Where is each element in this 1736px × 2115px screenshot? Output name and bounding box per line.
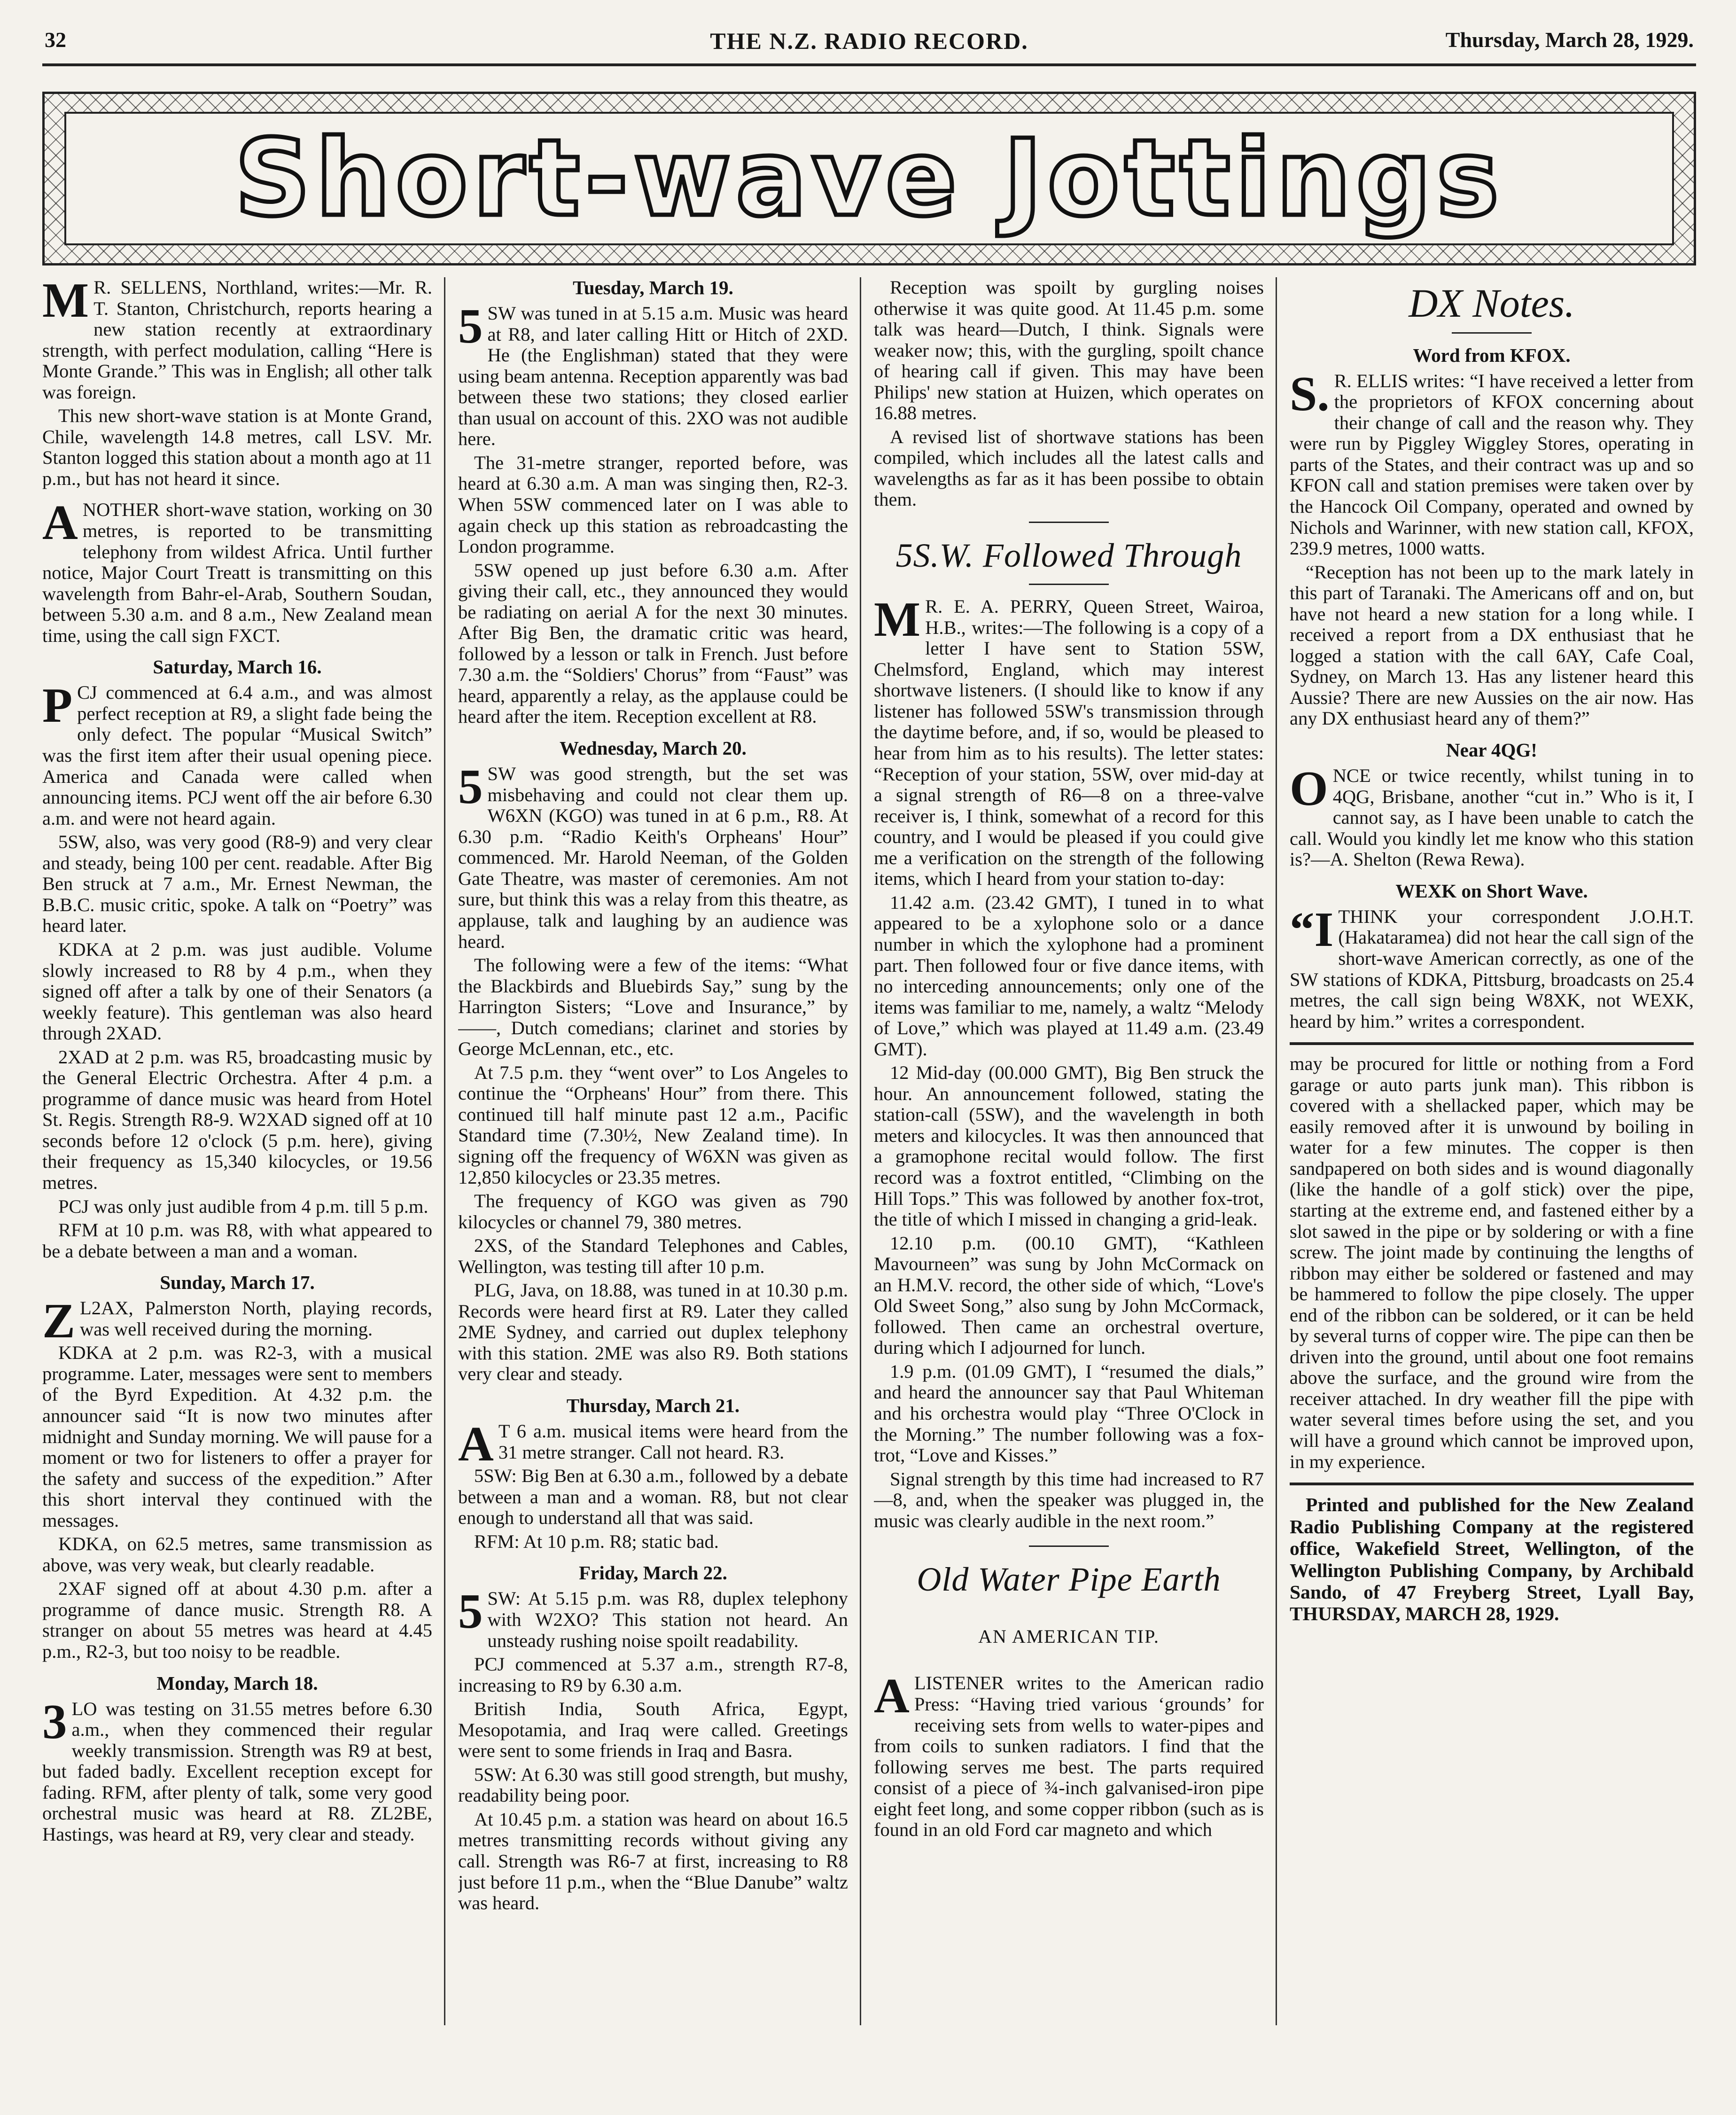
column-1 xyxy=(42,277,432,2025)
article-paragraph: 3LO was testing on 31.55 metres before 6.30 a.m., when they commenced their regular weekly transmission. Strength was R9 at best, but faded badly. Excellent reception except for fading. RFM, after plenty of talk, some very good orchestral music was heard at R8. ZL2BE, Hastings, was heard at R9, very clear and steady. xyxy=(42,1694,432,1845)
article-paragraph: 1.9 p.m. (01.09 GMT), I “resumed the dials,” and heard the announcer say that Paul Whiteman and his orchestra would play “Three O'Clock in the Morning.” The number following was a fox-trot, “Love and Kisses.” xyxy=(874,1360,1264,1466)
article-paragraph: 11.42 a.m. (23.42 GMT), I tuned in to what appeared to be a xylophone solo or a dance number in which the xylophone had a prominent part. Then followed four or five dance items, with no interceding announcements; only one of the items was familiar to me, namely, a waltz “Melody of Love,” which was played at 11.49 a.m. (23.49 GMT). xyxy=(874,891,1264,1060)
article-paragraph: KDKA at 2 p.m. was R2-3, with a musical programme. Later, messages were sent to members of the Byrd Expedition. At 4.32 p.m. the announcer said “It is now two minutes after midnight and Sunday morning. We will pause for a moment or two for listeners to offer a prayer for the safety and success of the expedition.” After this short interval they continued with the messages. xyxy=(42,1342,432,1531)
article-paragraph: 5SW: At 6.30 was still good strength, but mushy, readability being poor. xyxy=(458,1764,848,1806)
article-paragraph: ZL2AX, Palmerston North, playing records, was well received during the morning. xyxy=(42,1293,432,1349)
article-headline: Old Water Pipe Earth xyxy=(917,1561,1221,1599)
article-paragraph: The frequency of KGO was given as 790 kilocycles or channel 79, 380 metres. xyxy=(458,1190,848,1233)
article-paragraph: Signal strength by this time had increased to R7—8, and, when the speaker was plugged in, the music was clearly audible in the next room.” xyxy=(874,1468,1264,1531)
article-paragraph: PLG, Java, on 18.88, was tuned in at 10.30 p.m. Records were heard first at R9. Later they called 2ME Sydney, and carried out duplex telephony with this station. 2ME was also R9. Both stations very clear and steady. xyxy=(458,1280,848,1385)
article-paragraph: ANOTHER short-wave station, working on 30 metres, is reported to be transmitting telephony from wildest Africa. Until further notice, Major Court Treatt is transmitting on this wavelength from Bahr-el-Arab, Southern Soudan, between 5.30 a.m. and 8 a.m., New Zealand mean time, using the call sign FXCT. xyxy=(42,495,432,646)
article-paragraph: 5SW: Big Ben at 6.30 a.m., followed by a debate between a man and a woman. R8, but not clear enough to understand all that was said. xyxy=(458,1465,848,1529)
article-paragraph: At 7.5 p.m. they “went over” to Los Angeles to continue the “Orpheans' Hour” from there. This continued till half minute past 12 a.m., Pacific Standard time (7.30½, New Zealand time). In signing off the frequency of W6XN was given as 12,850 kilocycles or 23.35 metres. xyxy=(458,1061,848,1188)
section-heading: Saturday, March 16. xyxy=(153,656,322,678)
section-heading: Wednesday, March 20. xyxy=(560,737,747,759)
article-paragraph: ONCE or twice recently, whilst tuning in to 4QG, Brisbane, another “cut in.” Who is it, I cannot say, as I have been unable to catch the call. Would you kindly let me know who this station is?—A. Shelton (Rewa Rewa). xyxy=(1290,761,1694,870)
article-paragraph: 2XS, of the Standard Telephones and Cables, Wellington, was testing till after 10 p.m. xyxy=(458,1235,848,1277)
section-heading: Thursday, March 21. xyxy=(566,1394,740,1416)
article-paragraph: 5SW was good strength, but the set was misbehaving and could not clear them up. W6XN (KGO) was tuned in at 6 p.m., R8. At 6.30 p.m. “Radio Keith's Orpheans' Hour” commenced. Mr. Harold Neeman, of the Golden Gate Theatre, was master of ceremonies. Am not sure, but think this was a relay from this theatre, as applause, talk and laughing by an audience was heard. xyxy=(458,759,848,952)
section-heading: Friday, March 22. xyxy=(579,1562,727,1584)
article-paragraph: The following were a few of the items: “What the Blackbirds and Bluebirds Say,” sung by the Harrington Sisters; “Love and Insurance,” by ——, Dutch comedians; clarinet and stories by George McLennan, etc., etc. xyxy=(458,954,848,1060)
article-paragraph: 12 Mid-day (00.000 GMT), Big Ben struck the hour. An announcement followed, stating the station-call (5SW), and the wavelength in both meters and kilocycles. It was then announced that a gramophone recital would follow. The first record was a foxtrot entitled, “Climbing on the Hill Tops.” This was followed by another fox-trot, the title of which I missed in changing a grid-leak. xyxy=(874,1062,1264,1230)
article-paragraph: PCJ commenced at 6.4 a.m., and was almost perfect reception at R9, a slight fade being the only defect. The popular “Musical Switch” was the first item after their usual opening piece. America and Canada were called when announcing items. PCJ went off the air before 6.30 a.m. and were not heard again. xyxy=(42,678,432,829)
article-headline: 5S.W. Followed Through xyxy=(895,537,1242,575)
section-heading: Word from KFOX. xyxy=(1413,344,1571,366)
title-banner xyxy=(42,92,1696,265)
column-4 xyxy=(1290,277,1694,2025)
column-divider xyxy=(444,277,445,2025)
article-paragraph: A revised list of shortwave stations has been compiled, which includes all the latest calls and wavelengths as far as it has been possibe to obtain them. xyxy=(874,426,1264,510)
article-paragraph: 12.10 p.m. (00.10 GMT), “Kathleen Mavourneen” was sung by John McCormack on an H.M.V. record, the other side of which, “Love's Old Sweet Song,” also sung by John McCormack, followed. Then came an orchestral overture, during which I adjourned for lunch. xyxy=(874,1232,1264,1358)
article-paragraph: RFM at 10 p.m. was R8, with what appeared to be a debate between a man and a woman. xyxy=(42,1219,432,1262)
section-rule xyxy=(1029,522,1109,523)
article-paragraph: KDKA at 2 p.m. was just audible. Volume slowly increased to R8 by 4 p.m., when they signed off after a talk by one of their Senators (a weekly feature). This gentleman was also heard through 2XAD. xyxy=(42,938,432,1044)
continuation-rule xyxy=(1290,1042,1694,1045)
column-divider xyxy=(1276,277,1277,2025)
article-paragraph: This new short-wave station is at Monte Grand, Chile, wavelength 14.8 metres, call LSV. Mr. Stanton logged this station about a month ago at 11 p.m., but has not heard it since. xyxy=(42,405,432,489)
article-paragraph: S.R. ELLIS writes: “I have received a letter from the proprietors of KFOX concerning about their change of call and the reason why. They were run by Piggley Wiggley Stores, operating in parts of the States, and their contract was up and so KFON call and station premises were taken over by the Hancock Oil Company, operated and owned by Nichols and Warinner, with new station call, KFOX, 239.9 metres, 1000 watts. xyxy=(1290,366,1694,559)
article-paragraph: 5SW, also, was very good (R8-9) and very clear and steady, being 100 per cent. readable. After Big Ben struck at 7 a.m., Mr. Ernest Newman, the B.B.C. music critic, spoke. A talk on “Poetry” was heard later. xyxy=(42,831,432,937)
publisher-imprint: Printed and published for the New Zealand Radio Publishing Company at the registered office, Wakefield Street, Wellington, of the Wellington Publishing Company, by Archibald Sando, of 47 Freyberg Street, Lyall Bay, THURSDAY, MARCH 28, 1929. xyxy=(1290,1494,1694,1625)
article-paragraph: Reception was spoilt by gurgling noises otherwise it was quite good. At 11.45 p.m. some talk was heard—Dutch, I think. Signals were weaker now; this, with the gurgling, spoilt chance of hearing call if given. This may have been Philips' new station at Huizen, which operates on 16.88 metres. xyxy=(874,277,1264,424)
article-paragraph: 2XAD at 2 p.m. was R5, broadcasting music by the General Electric Orchestra. After 4 p.m. a programme of dance music was heard from Hotel St. Regis. Strength R8-9. W2XAD signed off at 10 seconds before 12 o'clock (5 p.m. here), giving their frequency as 15,340 kilocycles, or 19.56 metres. xyxy=(42,1046,432,1193)
article-kicker: AN AMERICAN TIP. xyxy=(978,1626,1160,1647)
article-paragraph: RFM: At 10 p.m. R8; static bad. xyxy=(474,1530,719,1552)
section-headline: DX Notes. xyxy=(1409,281,1575,326)
article-paragraph: AT 6 a.m. musical items were heard from the 31 metre stranger. Call not heard. R3. xyxy=(458,1416,848,1472)
article-paragraph: ALISTENER writes to the American radio Press: “Having tried various ‘grounds’ for receiving sets from wells to water-pipes and from coils to sunken radiators. I find that the following serves me best. The parts required consist of a piece of ¾-inch galvanised-iron pipe eight feet long, and some copper ribbon (such as is found in an old Ford car magneto and which xyxy=(874,1668,1264,1841)
masthead: THE N.Z. RADIO RECORD. xyxy=(710,28,1028,54)
page-title: Short-wave Jottings xyxy=(234,117,1504,240)
article-paragraph: may be procured for little or nothing from a Ford garage or auto parts junk man). This ribbon is covered with a shellacked paper, which may be easily removed after it is unwound by boiling in water for a few minutes. The copper is then sandpapered on both sides and is wound diagonally (like the handle of a golf stick) over the pipe, starting at the extreme end, and fastened either by a slot sawed in the pipe or by soldering or with a fine screw. The joint made by continuing the lengths of ribbon may either be soldered or fastened and may be hammered to follow the pipe closely. The upper end of the ribbon can be soldered, or it can be held by several turns of copper wire. The pipe can then be driven into the ground, until about one foot remains above the surface, and the ground wire from the receiver attached. In dry weather fill the pipe with water several times before using the set, and you will have a ground which cannot be improved upon, in my experience. xyxy=(1290,1053,1694,1472)
article-paragraph: British India, South Africa, Egypt, Mesopotamia, and Iraq were called. Greetings were sent to some friends in Iraq and Basra. xyxy=(458,1698,848,1762)
header-rule xyxy=(42,63,1696,66)
column-divider xyxy=(860,277,861,2025)
article-paragraph: KDKA, on 62.5 metres, same transmission as above, was very weak, but clearly readable. xyxy=(42,1533,432,1576)
column-3 xyxy=(874,277,1264,2025)
section-heading: Near 4QG! xyxy=(1446,739,1537,761)
section-heading: Tuesday, March 19. xyxy=(573,277,733,298)
article-paragraph: The 31-metre stranger, reported before, was heard at 6.30 a.m. A man was singing then, R2-3. When 5SW commenced later on I was able to again check up this station as rebroadcasting the London programme. xyxy=(458,452,848,557)
article-paragraph: 2XAF signed off at about 4.30 p.m. after a programme of dance music. Strength R8. A stranger on about 55 metres was heard at 4.45 p.m., R2-3, but too noisy to be readble. xyxy=(42,1578,432,1662)
column-2 xyxy=(458,277,848,2025)
article-paragraph: MR. SELLENS, Northland, writes:—Mr. R. T. Stanton, Christchurch, reports hearing a new station recently at extraordinary strength, with perfect modulation, calling “Here is Monte Grande.” This was in English; all other talk was foreign. xyxy=(42,277,432,403)
article-paragraph: “ITHINK your correspondent J.O.H.T. (Hakataramea) did not hear the call sign of the short-wave American correctly, as one of the SW stations of KDKA, Pittsburg, broadcasts on 25.4 metres, the call sign being W8XK, not WEXK, heard by him.” writes a correspondent. xyxy=(1290,901,1694,1032)
article-paragraph: “Reception has not been up to the mark lately in this part of Taranaki. The Americans off and on, but have not heard a new station for a long while. I received a report from a DX enthusiast that he logged a station with the call 6AY, Cafe Coal, Sydney, on March 13. Has any listener heard this Aussie? There are new Aussies on the air now. Has any DX enthusiast heard any of them?” xyxy=(1290,561,1694,729)
article-paragraph: 5SW opened up just before 6.30 a.m. After giving their call, etc., they announced they would be radiating on aerial A for the next 30 minutes. After Big Ben, the dramatic critic was heard, followed by a lesson or talk in French. Just before 7.30 a.m. the “Soldiers' Chorus” from “Faust” was heard, apparently a relay, as the applause could be heard after the item. Reception excellent at R8. xyxy=(458,559,848,727)
issue-date: Thursday, March 28, 1929. xyxy=(1445,28,1694,52)
section-rule xyxy=(1029,584,1109,585)
article-paragraph: At 10.45 p.m. a station was heard on about 16.5 metres transmitting records without giving any call. Strength was R6-7 at first, increasing to R8 just before 11 p.m., when the “Blue Danube” waltz was heard. xyxy=(458,1808,848,1914)
section-rule xyxy=(1452,332,1532,334)
section-heading: Sunday, March 17. xyxy=(160,1272,315,1294)
article-paragraph: PCJ was only just audible from 4 p.m. till 5 p.m. xyxy=(58,1195,428,1217)
article-paragraph: MR. E. A. PERRY, Queen Street, Wairoa, H.B., writes:—The following is a copy of a letter I have sent to Station 5SW, Chelmsford, England, which may interest shortwave listeners. (I should like to know if any listener has followed 5SW's transmission through the daytime before, and, if so, would be pleased to hear from him as to his results). The letter states: “Reception of your station, 5SW, over mid-day at a signal strength of R6—8 on a three-valve receiver is, I think, somewhat of a record for this country, and I would be pleased if you could give me a verification on the strength of the following items, which I heard from your station to-day: xyxy=(874,592,1264,890)
imprint-rule xyxy=(1290,1483,1694,1485)
article-paragraph: PCJ commenced at 5.37 a.m., strength R7-8, increasing to R9 by 6.30 a.m. xyxy=(458,1654,848,1696)
section-rule xyxy=(1029,1545,1109,1547)
page-number: 32 xyxy=(45,28,66,52)
section-heading: Monday, March 18. xyxy=(156,1672,318,1694)
running-head xyxy=(45,23,1694,60)
article-paragraph: 5SW: At 5.15 p.m. was R8, duplex telephony with W2XO? This station not heard. An unsteady rushing noise spoilt readability. xyxy=(458,1584,848,1651)
banner-panel xyxy=(64,112,1674,245)
section-heading: WEXK on Short Wave. xyxy=(1395,880,1588,902)
article-paragraph: 5SW was tuned in at 5.15 a.m. Music was heard at R8, and later calling Hitt or Hitch of 2XD. He (the Englishman) stated that they were using beam antenna. Reception apparently was bad between these two stations; they closed earlier than usual on account of this. 2XO was not audible here. xyxy=(458,298,848,450)
